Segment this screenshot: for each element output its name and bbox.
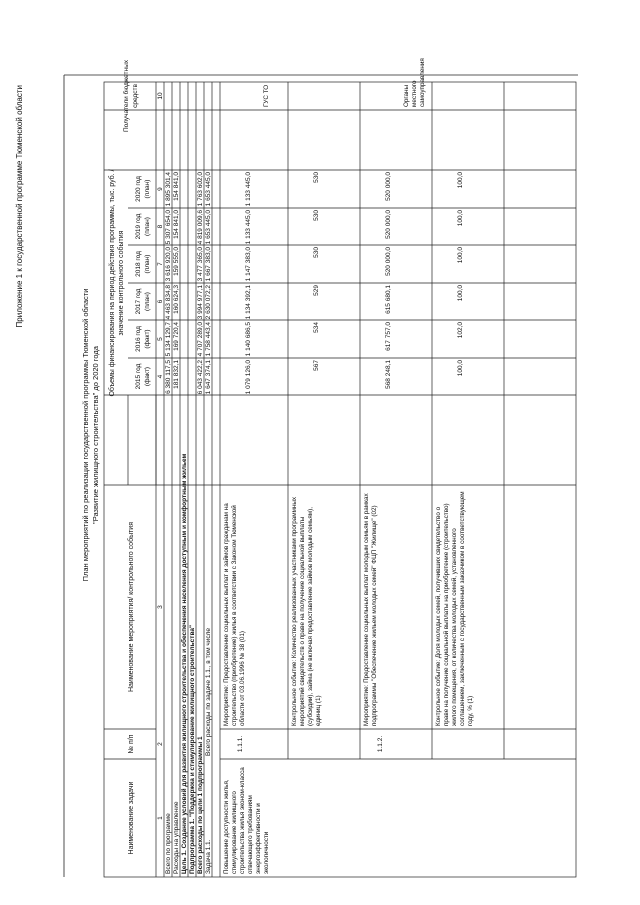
subprogram-total-value-6: 1 763 602,0 bbox=[197, 172, 204, 207]
column-number-5: 5 bbox=[157, 337, 164, 341]
subprogram-total-value-1: 6 043 422,2 bbox=[197, 360, 204, 395]
column-number-1: 1 bbox=[157, 816, 164, 820]
column-number-10: 10 bbox=[157, 92, 164, 100]
row-recipient-1: ГУС ТО bbox=[263, 84, 270, 107]
row-4-value-1: 100,0 bbox=[457, 360, 464, 377]
task-total-value-6: 1 653 445,0 bbox=[205, 172, 212, 207]
plan-title-line2: "Развитие жилищного строительства" до 2020 года bbox=[91, 346, 100, 524]
row-1-value-3: 1 134 392,1 bbox=[245, 285, 252, 320]
summary-row-1-value-6: 1 895 301,4 bbox=[165, 172, 172, 207]
summary-row-2-value-2: 169 720,4 bbox=[173, 322, 180, 351]
year-header-2: 2016 год bbox=[135, 326, 142, 352]
summary-row-2-value-4: 159 555,0 bbox=[173, 247, 180, 276]
task-total-value-4: 1 667 383,0 bbox=[205, 247, 212, 282]
col-recipient-header-2: средств bbox=[132, 84, 139, 108]
task-total-value-3: 2 630 072,2 bbox=[205, 285, 212, 320]
appendix-note: Приложение 1 к государственной программе Тюменской области bbox=[15, 85, 24, 328]
summary-row-2-value-1: 181 832,1 bbox=[173, 360, 180, 389]
year-header-3: 2017 год bbox=[135, 288, 142, 315]
row-1-value-6: 1 133 445,0 bbox=[245, 172, 252, 207]
year-header-note-2: (факт) bbox=[144, 329, 151, 349]
col-num-header: № п/п bbox=[128, 734, 135, 754]
summary-row-2-value-3: 160 624,3 bbox=[173, 285, 180, 314]
row-2-value-6: 530 bbox=[313, 172, 320, 183]
column-number-8: 8 bbox=[157, 224, 164, 229]
subprogram-total-value-4: 3 477 365,0 bbox=[197, 247, 204, 282]
summary-row-2-value-5: 154 841,0 bbox=[173, 210, 180, 239]
row-3-value-3: 615 680,1 bbox=[385, 285, 392, 314]
row-event-4: Контрольное событие: Доля молодых семей, получивших свидетельство оправе на получение социальной выплаты на приобретение (строительство)жилого помещения, от количества молодых семей, установленногосоглашением, заключенным с государственным заказчиком в соответствующемгоду, % (1) bbox=[435, 491, 474, 726]
subprogram-total-label: Всего расходы по цели 1 подпрограммы 1 bbox=[197, 736, 204, 874]
column-number-6: 6 bbox=[157, 299, 164, 304]
year-header-note-3: (план) bbox=[144, 292, 151, 311]
row-recipient-3: Органыместногосамоуправления bbox=[403, 58, 426, 107]
task-total-label: Всего расходы по задаче 1.1., в том числе bbox=[205, 627, 212, 756]
year-header-6: 2020 год bbox=[135, 176, 142, 202]
row-2-value-1: 567 bbox=[313, 360, 320, 371]
row-4-value-3: 100,0 bbox=[457, 285, 464, 302]
row-3-value-2: 617 757,0 bbox=[385, 322, 392, 351]
row-4-value-4: 100,0 bbox=[457, 247, 464, 264]
column-number-9: 9 bbox=[157, 187, 164, 191]
row-1-value-1: 1 079 126,0 bbox=[245, 360, 252, 395]
row-1-value-4: 1 147 383,0 bbox=[245, 247, 252, 282]
subprogram-total-value-5: 4 819 009,6 bbox=[197, 210, 204, 245]
row-3-value-5: 520 000,0 bbox=[385, 210, 392, 239]
year-header-5: 2019 год bbox=[135, 213, 142, 240]
row-1-value-5: 1 133 445,0 bbox=[245, 210, 252, 245]
year-header-note-1: (факт) bbox=[144, 366, 151, 387]
column-number-7: 7 bbox=[157, 262, 164, 266]
row-number-1.1.1.: 1.1.1. bbox=[237, 735, 244, 753]
column-number-3: 3 bbox=[157, 605, 164, 609]
goal-row: Цель 1. Создание условий для развития жилищного строительства и обеспечения населения доступным и комфортным жильем bbox=[181, 453, 188, 874]
year-header-note-5: (план) bbox=[144, 217, 151, 236]
plan-title-line1: План мероприятий по реализации государственной программы Тюменской области bbox=[81, 288, 90, 582]
row-number-1.1.2.: 1.1.2. bbox=[377, 735, 384, 753]
year-header-note-4: (план) bbox=[144, 254, 151, 274]
summary-row-2-value-6: 154 841,0 bbox=[173, 172, 180, 201]
subprogram-row: Подпрограмма 1. "Поддержка и стимулирование жилищного строительства" bbox=[189, 624, 196, 874]
summary-row-1-value-2: 5 134 129,7 bbox=[165, 322, 172, 357]
summary-row-1-value-4: 3 616 920,0 bbox=[165, 247, 172, 282]
row-4-value-6: 100,0 bbox=[457, 172, 464, 189]
row-event-2: Контрольное событие: Количество реализованных участниками программныхмероприятий свидетельств о праве на получение социальной выплаты(субсидии), займа (не включая предоставление займов молодым семьям),единиц (1) bbox=[291, 496, 322, 726]
summary-row-label: Всего по программе bbox=[165, 813, 172, 874]
col-recipient-header-1: Получатели бюджетных bbox=[123, 59, 130, 133]
row-2-value-5: 530 bbox=[313, 210, 320, 221]
column-number-4: 4 bbox=[157, 374, 164, 379]
year-header-1: 2015 год bbox=[135, 363, 142, 390]
summary-row-1-value-1: 6 380 117,5 bbox=[165, 360, 172, 394]
row-4-value-5: 100,0 bbox=[457, 210, 464, 227]
row-2-value-2: 534 bbox=[313, 322, 320, 333]
col-event-header: Наименование мероприятия/ контрольного события bbox=[128, 521, 135, 693]
row-3-value-6: 520 000,0 bbox=[385, 172, 392, 201]
task-total-value-2: 1 758 443,4 bbox=[205, 322, 212, 357]
row-event-3: Мероприятие: Предоставление социальных выплат молодым семьям в рамкахподпрограммы "Обеспечение жильем молодых семей" ФЦП "Жилище" (02) bbox=[363, 493, 378, 726]
summary-row-1-value-3: 4 463 834,8 bbox=[165, 285, 172, 320]
row-3-value-1: 568 248,1 bbox=[385, 360, 392, 389]
subprogram-total-value-3: 3 994 977,1 bbox=[197, 285, 204, 320]
task-total-value-5: 1 653 445,0 bbox=[205, 210, 212, 245]
row-2-value-4: 530 bbox=[313, 247, 320, 258]
summary-row-1-value-5: 5 307 654,0 bbox=[165, 210, 172, 245]
task-total-value-1: 1 647 374,1 bbox=[205, 360, 212, 395]
subprogram-total-value-2: 4 707 289,0 bbox=[197, 322, 204, 357]
year-header-note-6: (план) bbox=[144, 179, 151, 199]
summary-row-label: Расходы на управление bbox=[173, 801, 180, 874]
column-number-2: 2 bbox=[157, 742, 164, 746]
task-description: Повышение доступности жилья,стимулирование жилищногостроительства жилья эконом-классаотвечающего требованиямэнергоэффективности иэкологичности bbox=[223, 767, 270, 874]
col-funding-header-1: Объемы финансирования на период действия программы, тыс. руб. / bbox=[109, 169, 116, 397]
col-task-header: Наименование задачи bbox=[128, 781, 135, 855]
row-1-value-2: 1 140 686,5 bbox=[245, 322, 252, 357]
row-event-1: Мероприятие: Предоставление социальных выплат и займов гражданам настроительство (приобретение) жилья в соответствии с Законом Тюменскойобласти от 03.06.1996 № 38 (01) bbox=[223, 503, 246, 726]
col-funding-header-2: значение контрольного события bbox=[118, 230, 125, 336]
row-4-value-2: 102,0 bbox=[457, 322, 464, 339]
task-label: Задача 1.1. bbox=[205, 839, 212, 874]
year-header-4: 2018 год bbox=[135, 251, 142, 277]
row-2-value-3: 529 bbox=[313, 285, 320, 296]
row-3-value-4: 520 000,0 bbox=[385, 247, 392, 276]
